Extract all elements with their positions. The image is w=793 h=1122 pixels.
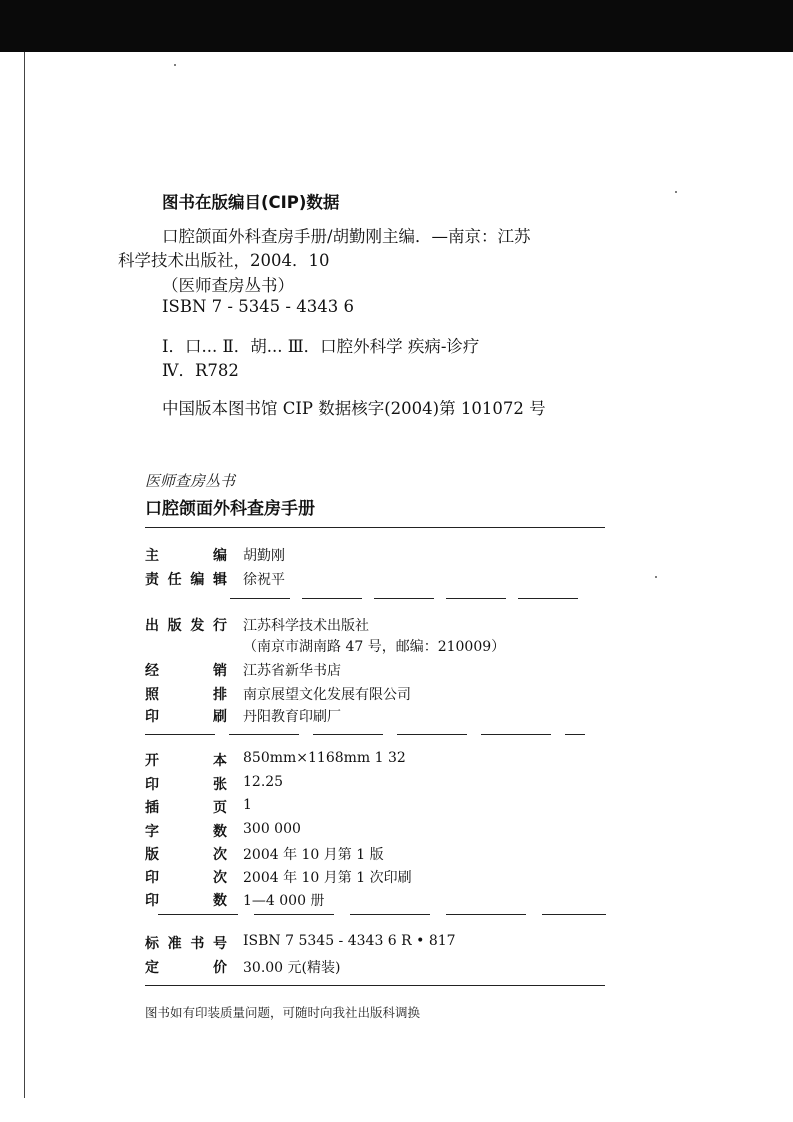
publishing-label: 经 销 [145, 663, 227, 679]
spec-value: 300 000 [243, 821, 301, 837]
publishing-value: 南京展望文化发展有限公司 [243, 687, 411, 703]
cip-line-1: 口腔颌面外科查房手册/胡勤刚主编．—南京：江苏 [162, 227, 531, 246]
cip-heading: 图书在版编目(CIP)数据 [162, 193, 340, 212]
spec-value: 12.25 [243, 774, 284, 790]
spec-label: 印 次 [145, 870, 227, 886]
spec-label: 印 数 [145, 893, 227, 909]
spec-value: 1 [243, 797, 252, 813]
divider [158, 914, 606, 915]
publishing-value: 江苏科学技术出版社 [243, 618, 369, 634]
cip-classification: Ⅰ．口... Ⅱ．胡... Ⅲ．口腔外科学 疾病-诊疗 [162, 337, 480, 356]
credit-label: 责任编辑 [145, 572, 227, 588]
publishing-label: 出版发行 [145, 618, 227, 634]
divider [145, 985, 605, 986]
pricing-label: 定 价 [145, 960, 227, 976]
series-name: 医师查房丛书 [145, 472, 236, 490]
pricing-value: ISBN 7 5345 - 4343 6 R • 817 [243, 933, 456, 949]
publishing-label: 照 排 [145, 687, 227, 703]
spec-label: 版 次 [145, 847, 227, 863]
scan-speck [675, 191, 677, 193]
publishing-label: 印 刷 [145, 709, 227, 725]
spec-label: 字 数 [145, 824, 227, 840]
publisher-address: （南京市湖南路 47 号，邮编：210009） [243, 639, 506, 655]
pricing-value: 30.00 元(精装) [243, 960, 341, 976]
publishing-value: 江苏省新华书店 [243, 663, 341, 679]
spec-label: 开 本 [145, 753, 227, 769]
divider [145, 734, 585, 735]
cip-clc-number: Ⅳ．R782 [162, 361, 239, 380]
quality-notice: 图书如有印装质量问题，可随时向我社出版科调换 [145, 1005, 421, 1020]
credit-label: 主 编 [145, 548, 227, 564]
spec-value: 2004 年 10 月第 1 次印刷 [243, 870, 412, 886]
scan-left-edge [24, 52, 25, 1098]
scan-top-border [0, 0, 793, 52]
credit-value: 徐祝平 [243, 572, 285, 588]
divider [230, 598, 590, 599]
cip-record-number: 中国版本图书馆 CIP 数据核字(2004)第 101072 号 [162, 399, 546, 418]
cip-line-2: 科学技术出版社，2004．10 [118, 251, 330, 270]
spec-label: 插 页 [145, 800, 227, 816]
spec-value: 2004 年 10 月第 1 版 [243, 847, 384, 863]
cip-line-3: （医师查房丛书） [162, 276, 294, 295]
spec-value: 850mm×1168mm 1 32 [243, 750, 406, 766]
credit-value: 胡勤刚 [243, 548, 285, 564]
scan-speck [655, 576, 657, 578]
pricing-label: 标准书号 [145, 936, 227, 952]
scan-speck [174, 64, 176, 66]
spec-label: 印 张 [145, 777, 227, 793]
spec-value: 1—4 000 册 [243, 893, 325, 909]
divider [145, 527, 605, 528]
cip-isbn: ISBN 7 - 5345 - 4343 6 [162, 297, 354, 316]
book-title: 口腔颌面外科查房手册 [145, 499, 315, 519]
publishing-value: 丹阳教育印刷厂 [243, 709, 341, 725]
